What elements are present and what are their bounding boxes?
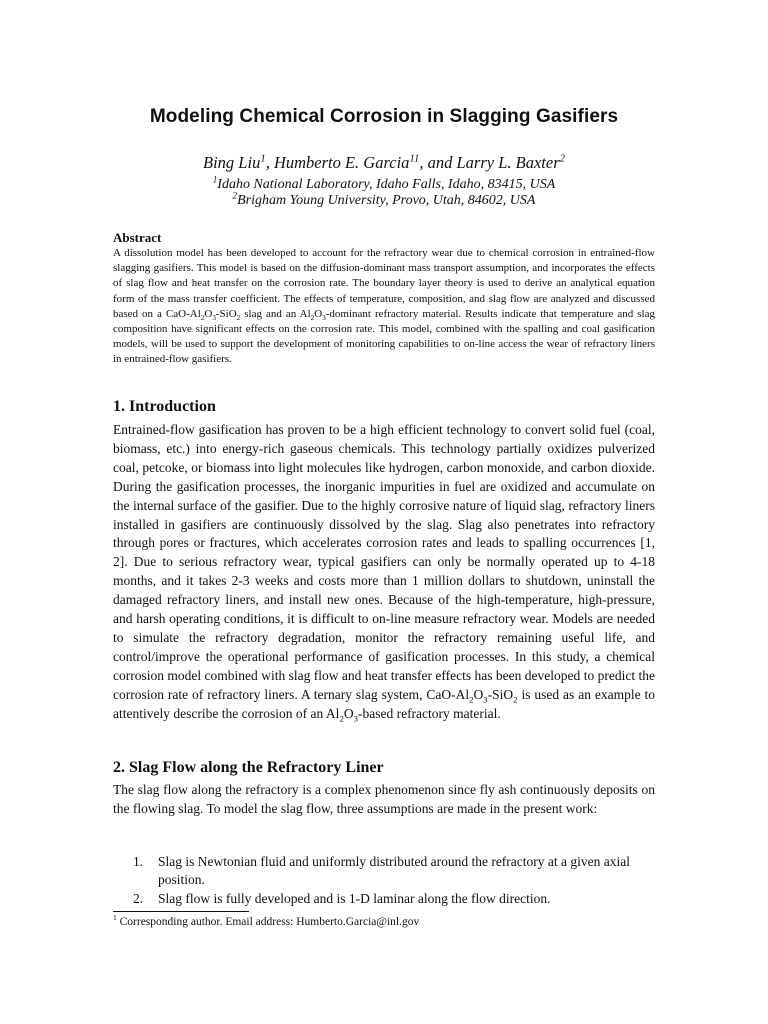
list-item-text: Slag is Newtonian fluid and uniformly distributed around the refractory at a given axial position. (158, 854, 630, 887)
author-1-sup: 1 (260, 152, 266, 165)
list-item-number: 1. (133, 854, 144, 869)
paper-title: Modeling Chemical Corrosion in Slagging Gasifiers (149, 106, 619, 127)
intro-sub-2: 3 (483, 694, 488, 705)
list-item (113, 890, 655, 908)
list-item (113, 853, 655, 888)
footnote-sup: 1 (113, 913, 117, 923)
intro-part-2: O (473, 686, 484, 702)
intro-part-5: O (343, 705, 354, 721)
abstract-sub-1: 2 (200, 314, 205, 322)
author-line (0, 153, 768, 173)
intro-sub-4: 2 (339, 713, 344, 724)
intro-part-1: Entrained-flow gasification has proven to be a high efficient technology to convert solid fuel (coal, biomass, etc.) into energy-rich gaseous chemicals. This technology partially oxidizes pulverized coal, petcoke, or biomass into light molecules like hydrogen, carbon monoxide, and carbon dioxide. During the gasification processes, the inorganic impurities in fuel are oxidized and accumulate on the internal surface of the gasifier. Due to the highly corrosive nature of liquid slag, refractory liners installed in gasifiers are continuously dissolved by the slag. Slag also penetrates into refractory through pores or fractures, which accelerates corrosion rates and leads to spalling occurrences [1, 2]. Due to serious refractory wear, typical gasifiers can only be normally operated up to 4-18 months, and it takes 2-3 weeks and costs more than 1 million dollars to shutdown, uninstall the damaged refractory liners, and install new ones. Because of the high-temperature, high-pressure, and harsh operating conditions, it is difficult to on-line measure refractory wear. Models are needed to simulate the refractory degradation, monitor the refractory remaining useful life, and control/improve the operational performance of gasification processes. In this study, a chemical corrosion model combined with slag flow and heat transfer effects has been developed to predict the corrosion rate of refractory liners. A ternary slag system, CaO-Al (113, 422, 655, 702)
affiliation-2 (0, 190, 768, 209)
introduction-text (113, 421, 655, 724)
abstract-sub-3: 2 (236, 314, 241, 322)
footnote-text: Corresponding author. Email address: Humberto.Garcia@inl.gov (116, 916, 420, 928)
intro-part-3: -SiO (487, 686, 514, 702)
affiliation-2-sup: 2 (232, 190, 238, 201)
abstract-part-3: -SiO (215, 307, 237, 320)
affiliation-1 (0, 174, 768, 193)
footnote (113, 913, 420, 928)
author-2: , Humberto E. Garcia (265, 153, 410, 172)
abstract-part-2: O (204, 307, 213, 320)
slag-flow-text: The slag flow along the refractory is a complex phenomenon since fly ash continuously deposits on the flowing slag. To model the slag flow, three assumptions are made in the present work: (113, 782, 655, 816)
author-3-sup: 2 (559, 152, 565, 165)
list-item-text: Slag flow is fully developed and is 1-D laminar along the flow direction. (158, 891, 551, 906)
abstract-part-5: O (314, 307, 323, 320)
abstract-part-6: -dominant refractory material. Results indicate that temperature and slag composition have significant effects on the corrosion rate. This model, combined with the spalling and coal gasification models, will be used to support the development of monitoring capabilities to on-line access the wear of refractory liners in entrained-flow gasifiers. (113, 307, 655, 366)
author-2-sup: 11 (409, 152, 420, 165)
intro-sub-3: 2 (513, 694, 518, 705)
list-item-number: 2. (133, 891, 144, 906)
author-3: , and Larry L. Baxter (419, 153, 560, 172)
affiliation-1-sup: 1 (212, 174, 218, 185)
footnote-divider (113, 911, 249, 912)
section-1-heading: 1. Introduction (113, 398, 216, 415)
author-1: Bing Liu (203, 153, 261, 172)
abstract-sub-5: 3 (322, 314, 326, 322)
abstract-sub-4: 2 (310, 314, 315, 322)
intro-part-6: -based refractory material. (357, 705, 501, 721)
assumption-list (113, 853, 655, 910)
affiliation-1-text: Idaho National Laboratory, Idaho Falls, Idaho, 83415, USA (217, 177, 556, 192)
abstract-heading: Abstract (113, 230, 162, 245)
intro-sub-1: 2 (469, 694, 474, 705)
abstract-text (113, 246, 655, 368)
intro-part-4: is used as an example to attentively describe the corrosion of an Al (113, 686, 656, 721)
abstract-part-4: slag and an Al (240, 307, 311, 320)
intro-sub-5: 3 (353, 713, 358, 724)
abstract-part-1: A dissolution model has been developed to account for the refractory wear due to chemical corrosion in entrained-flow slagging gasifiers. This model is based on the diffusion-dominant mass transport assumption, and incorporates the effects of slag flow and heat transfer on the corrosion rate. The boundary layer theory is used to derive an analytical equation form of the mass transfer coefficient. The effects of temperature, composition, and slag flow are analyzed and discussed based on a CaO-Al (113, 247, 655, 320)
affiliation-2-text: Brigham Young University, Provo, Utah, 84602, USA (237, 193, 536, 208)
abstract-sub-2: 3 (212, 314, 216, 322)
section-2-heading: 2. Slag Flow along the Refractory Liner (113, 759, 384, 776)
